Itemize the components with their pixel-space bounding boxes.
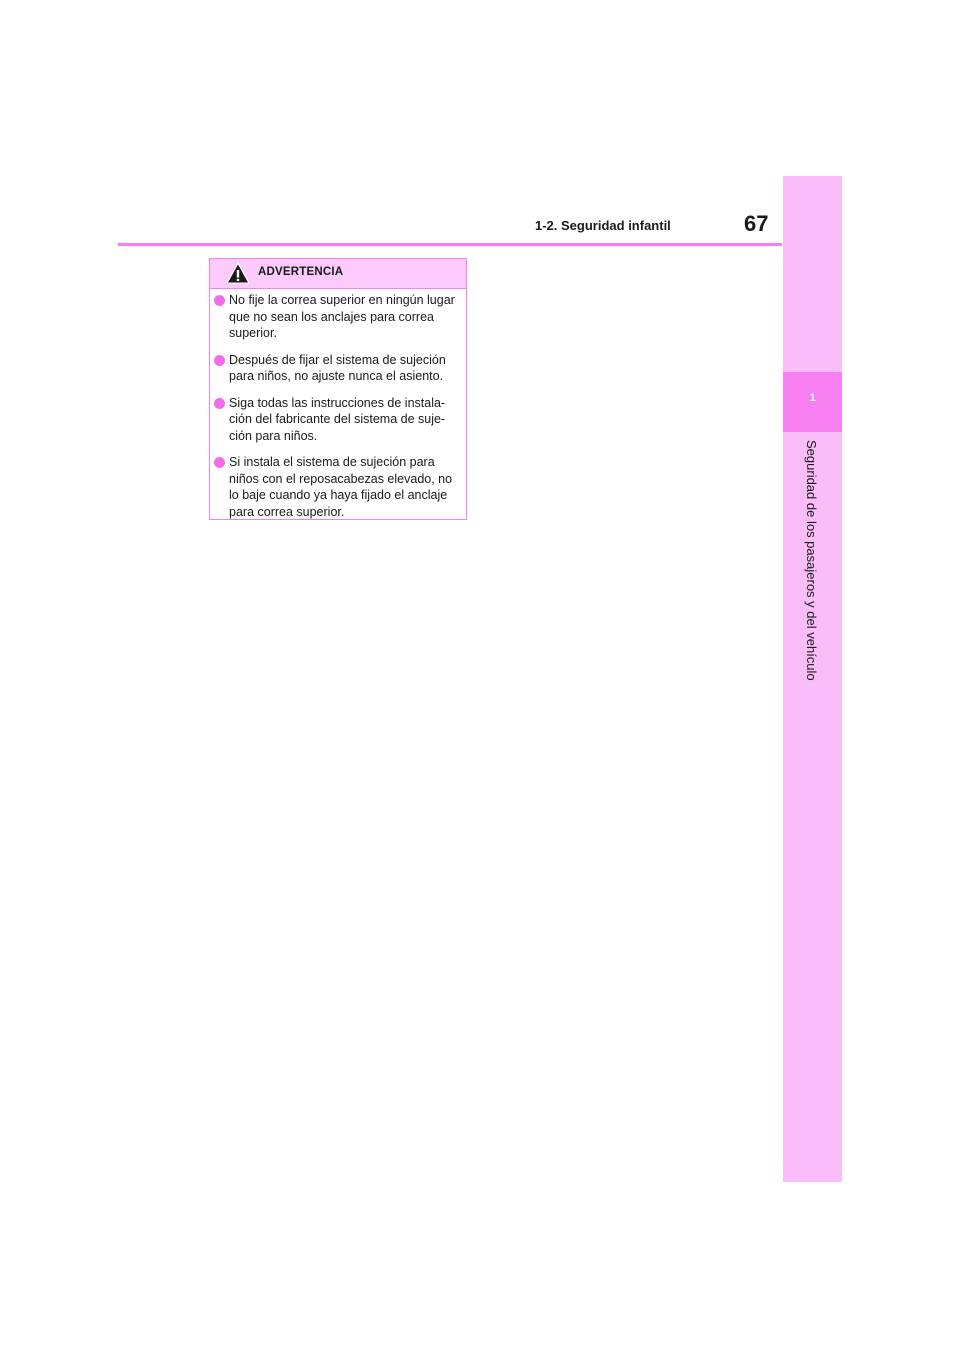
bullet-icon	[214, 398, 225, 409]
bullet-icon	[214, 355, 225, 366]
warning-list	[210, 289, 466, 520]
warning-item	[211, 292, 458, 342]
warning-item	[211, 454, 458, 520]
warning-title: ADVERTENCIA	[258, 266, 344, 278]
warning-item	[211, 352, 458, 385]
bullet-icon	[214, 457, 225, 468]
chapter-number: 1	[809, 392, 816, 404]
page-number: 67	[744, 211, 769, 236]
section-title: 1-2. Seguridad infantil	[535, 218, 671, 233]
warning-header	[210, 259, 466, 289]
chapter-title: Seguridad de los pasajeros y del vehículo	[804, 440, 819, 681]
header-rule	[118, 243, 782, 246]
warning-item	[211, 395, 458, 445]
warning-item-text: Si instala el sistema de sujeción para niños con el reposacabezas elevado, no lo baje cuando ya haya fijado el anclaje para correa superior.	[229, 455, 453, 519]
warning-triangle-icon	[226, 262, 250, 284]
warning-box	[209, 258, 467, 520]
warning-item-text: Siga todas las instrucciones de instala-ción del fabricante del sistema de suje-ción para niños.	[229, 395, 446, 443]
bullet-icon	[214, 295, 225, 306]
warning-item-text: No fije la correa superior en ningún lugar que no sean los anclajes para correa superior.	[229, 293, 455, 340]
warning-item-text: Después de fijar el sistema de sujeción para niños, no ajuste nunca el asiento.	[229, 352, 446, 383]
